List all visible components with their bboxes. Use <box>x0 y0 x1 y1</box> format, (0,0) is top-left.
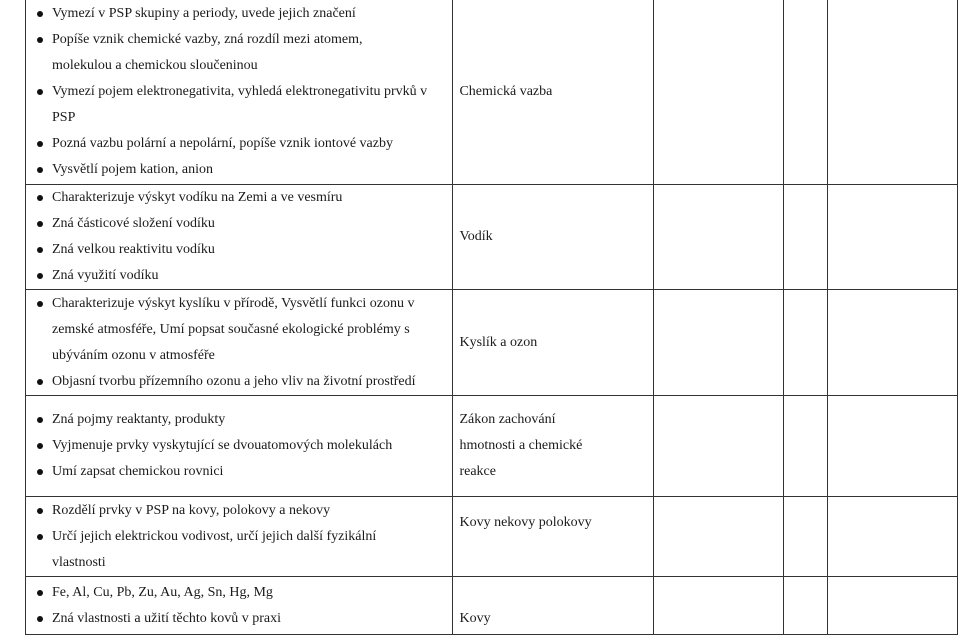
list-item: Zná pojmy reaktanty, produkty <box>34 407 452 433</box>
empty-cell <box>783 497 827 577</box>
outcome-list <box>26 407 452 485</box>
empty-cell <box>827 497 957 577</box>
outcome-list <box>26 185 452 289</box>
outcomes-cell <box>26 396 453 497</box>
list-item: Charakterizuje výskyt kyslíku v přírodě, Vysvětlí funkci ozonu v zemské atmosféře, Umí popsat současné ekologické problémy s ubýváním ozonu v atmosféře <box>34 291 452 369</box>
list-item: Vyjmenuje prvky vyskytující se dvouatomových molekulách <box>34 433 452 459</box>
empty-cell <box>653 577 783 635</box>
table-row <box>26 290 958 396</box>
empty-cell <box>827 577 957 635</box>
table-row <box>26 185 958 290</box>
outcomes-cell <box>26 0 453 185</box>
empty-cell <box>827 0 957 185</box>
list-item: Zná využití vodíku <box>34 263 452 289</box>
list-item: Popíše vznik chemické vazby, zná rozdíl mezi atomem, molekulou a chemickou sloučeninou <box>34 27 452 79</box>
empty-cell <box>653 0 783 185</box>
outcomes-cell <box>26 497 453 577</box>
topic-label: Kovy <box>459 611 491 626</box>
list-item: Rozdělí prvky v PSP na kovy, polokovy a nekovy <box>34 498 452 524</box>
outcome-list <box>26 291 452 395</box>
empty-cell <box>653 290 783 396</box>
topic-cell <box>453 290 653 396</box>
list-item: Zná vlastnosti a užití těchto kovů v praxi <box>34 606 452 632</box>
empty-cell <box>653 396 783 497</box>
list-item: Zná velkou reaktivitu vodíku <box>34 237 452 263</box>
empty-cell <box>783 577 827 635</box>
list-item: Umí zapsat chemickou rovnici <box>34 459 452 485</box>
topic-label: Vodík <box>459 229 493 244</box>
topic-cell <box>453 497 653 577</box>
list-item: Vymezí pojem elektronegativita, vyhledá elektronegativitu prvků v PSP <box>34 79 452 131</box>
topic-label: Kovy nekovy polokovy <box>459 515 592 530</box>
list-item: Určí jejich elektrickou vodivost, určí jejich další fyzikální vlastnosti <box>34 524 452 576</box>
empty-cell <box>783 185 827 290</box>
table-row <box>26 577 958 635</box>
outcomes-cell <box>26 577 453 635</box>
topic-cell <box>453 185 653 290</box>
table-row <box>26 396 958 497</box>
topic-cell <box>453 396 653 497</box>
outcomes-cell <box>26 290 453 396</box>
empty-cell <box>783 396 827 497</box>
topic-label: Zákon zachování hmotnosti a chemické reakce <box>459 412 583 479</box>
empty-cell <box>827 185 957 290</box>
list-item: Zná částicové složení vodíku <box>34 211 452 237</box>
list-item: Charakterizuje výskyt vodíku na Zemi a ve vesmíru <box>34 185 452 211</box>
topic-label: Kyslík a ozon <box>459 334 538 350</box>
outcomes-cell <box>26 185 453 290</box>
empty-cell <box>827 396 957 497</box>
empty-cell <box>653 497 783 577</box>
empty-cell <box>783 290 827 396</box>
topic-label: Chemická vazba <box>459 84 553 99</box>
empty-cell <box>827 290 957 396</box>
list-item: Vysvětlí pojem kation, anion <box>34 157 452 183</box>
table-row <box>26 497 958 577</box>
curriculum-table <box>25 0 958 635</box>
list-item: Objasní tvorbu přízemního ozonu a jeho vliv na životní prostředí <box>34 369 452 395</box>
empty-cell <box>783 0 827 185</box>
outcome-list <box>26 580 452 632</box>
topic-cell <box>453 577 653 635</box>
list-item: Pozná vazbu polární a nepolární, popíše vznik iontové vazby <box>34 131 452 157</box>
empty-cell <box>653 185 783 290</box>
list-item: Fe, Al, Cu, Pb, Zu, Au, Ag, Sn, Hg, Mg <box>34 580 452 606</box>
outcome-list <box>26 498 452 576</box>
outcome-list <box>26 1 452 183</box>
topic-cell <box>453 0 653 185</box>
table-row <box>26 0 958 185</box>
list-item: Vymezí v PSP skupiny a periody, uvede jejich značení <box>34 1 452 27</box>
